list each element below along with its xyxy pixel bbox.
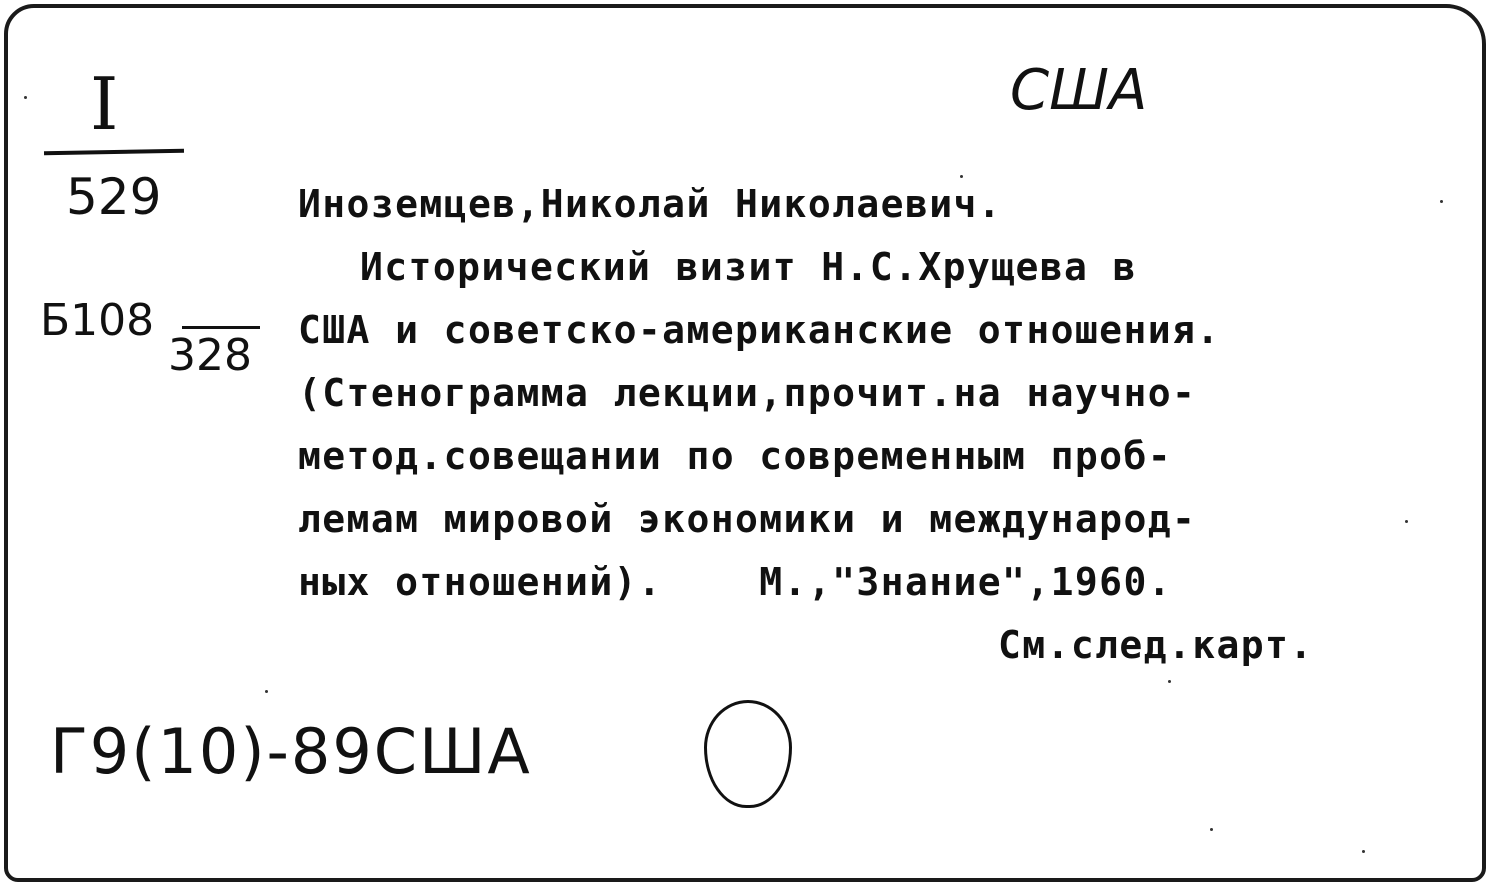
entry-line-4: метод.совещании по современным проб- (298, 434, 1173, 478)
author-line: Иноземцев,Николай Николаевич. (298, 182, 1003, 226)
shelf-mark-right: 328 (168, 330, 252, 381)
scan-speck (1210, 828, 1213, 831)
entry-line-5: лемам мировой экономики и международ- (298, 497, 1197, 541)
entry-line-6: ных отношений). М.,"Знание",1960. (298, 560, 1173, 604)
scan-speck (1405, 520, 1408, 523)
classification-code: Г9(10)-89США (50, 715, 532, 788)
scan-speck (24, 96, 27, 99)
section-roman-numeral: I (90, 62, 119, 146)
scan-speck (1168, 680, 1171, 683)
scan-speck (1440, 200, 1443, 203)
entry-line-1: Исторический визит Н.С.Хрущева в (360, 245, 1137, 289)
entry-line-3: (Стенограмма лекции,прочит.на научно- (298, 371, 1197, 415)
entry-line-2: США и советско-американские отношения. (298, 308, 1221, 352)
shelf-mark-rule (182, 326, 260, 329)
scan-speck (265, 690, 268, 693)
shelf-mark-left: Б108 (40, 295, 155, 346)
scan-speck (1362, 850, 1365, 853)
scan-speck (960, 175, 963, 178)
country-heading: США (1010, 58, 1148, 123)
continuation-note: См.след.карт. (998, 623, 1314, 667)
section-number: 529 (66, 168, 162, 226)
